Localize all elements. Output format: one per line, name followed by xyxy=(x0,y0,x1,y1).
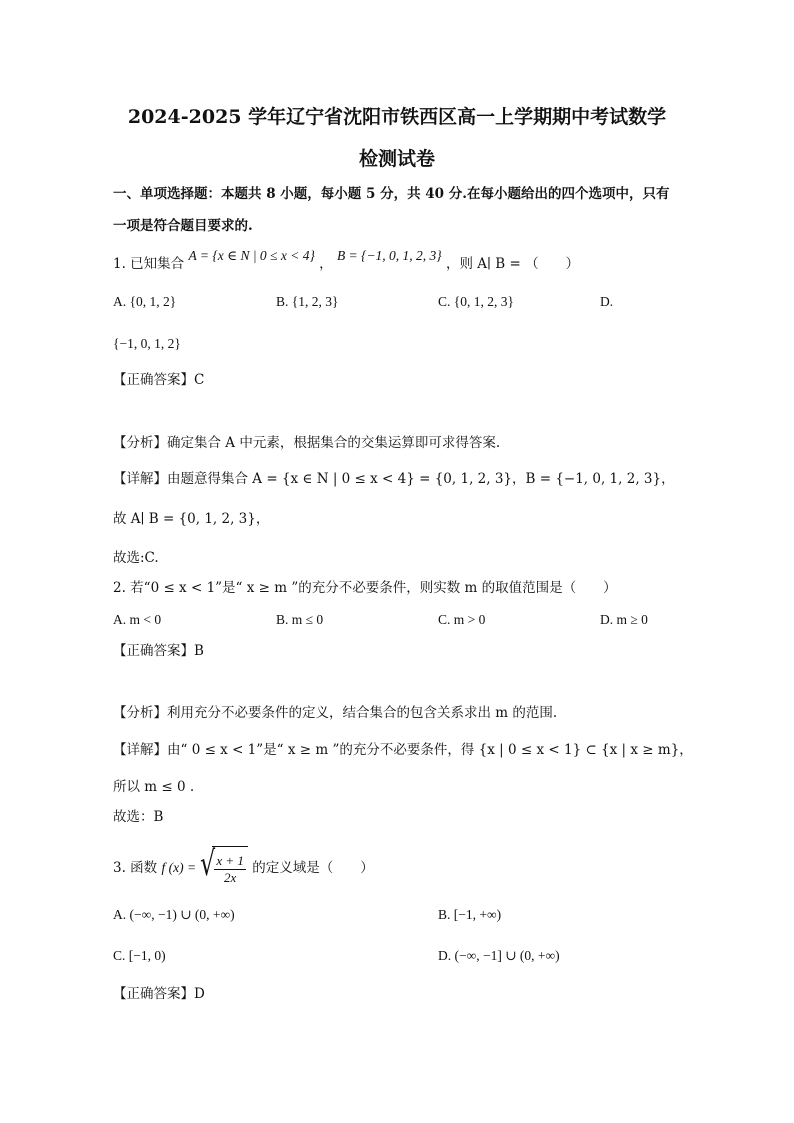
q1-stem xyxy=(113,248,580,274)
doc-title-line1: 2024-2025 学年辽宁省沈阳市铁西区高一上学期期中考试数学 xyxy=(127,106,667,128)
q2-option-a: A. m < 0 xyxy=(113,612,162,627)
q2-option-d: D. m ≥ 0 xyxy=(600,612,648,627)
q3-option-d: D. (−∞, −1] ∪ (0, +∞) xyxy=(438,948,560,963)
q2-answer: 【正确答案】B xyxy=(113,643,204,659)
q3-function-name: f (x) = xyxy=(161,860,197,875)
q2-option-b: B. m ≤ 0 xyxy=(276,612,324,627)
q2-detail-2: 所以 m ≤ 0 . xyxy=(113,779,195,795)
q2-stem: 2. 若“0 ≤ x < 1”是“ x ≥ m ”的充分不必要条件，则实数 m 的取值范围是（ ） xyxy=(113,580,617,596)
q1-choice: 故选:C. xyxy=(113,550,159,566)
q1-detail: 【详解】由题意得集合 A = {x ∈ N | 0 ≤ x < 4} = {0, 1, 2, 3}，B = {−1, 0, 1, 2, 3}， xyxy=(113,471,675,487)
q2-analysis: 【分析】利用充分不必要条件的定义，结合集合的包含关系求出 m 的范围. xyxy=(113,705,558,721)
q3-radicand xyxy=(212,846,248,891)
q1-option-c: C. {0, 1, 2, 3} xyxy=(438,294,514,309)
q1-analysis: 【分析】确定集合 A 中元素，根据集合的交集运算即可求得答案. xyxy=(113,435,501,451)
q1-option-a: A. {0, 1, 2} xyxy=(113,294,177,309)
q1-option-d-label: D. xyxy=(600,294,614,309)
q3-option-c: C. [−1, 0) xyxy=(113,948,166,963)
q1-sep: ， xyxy=(319,256,333,272)
q1-option-b: B. {1, 2, 3} xyxy=(276,294,339,309)
q2-choice: 故选：B xyxy=(113,809,164,825)
q1-set-a: A = {x ∈ N | 0 ≤ x < 4} xyxy=(188,248,315,263)
q1-stem-prefix: 1. 已知集合 xyxy=(113,256,185,272)
q3-denominator: 2x xyxy=(223,870,237,885)
q1-answer: 【正确答案】C xyxy=(113,372,205,388)
q3-numerator: x + 1 xyxy=(216,853,244,868)
q3-sqrt xyxy=(200,846,248,891)
section-heading-line2: 一项是符合题目要求的. xyxy=(113,218,253,234)
radical-sign-icon: √ xyxy=(200,844,216,884)
q2-option-c: C. m > 0 xyxy=(438,612,486,627)
q3-stem-suffix: 的定义域是（ ） xyxy=(252,860,374,876)
q1-set-b: B = {−1, 0, 1, 2, 3} xyxy=(336,248,442,263)
q3-stem xyxy=(113,846,374,891)
q2-detail: 【详解】由“ 0 ≤ x < 1”是“ x ≥ m ”的充分不必要条件，得 {x | 0 ≤ x < 1} ⊂ {x | x ≥ m}， xyxy=(113,742,693,758)
q1-detail-2: 故 A∣ B = {0, 1, 2, 3}， xyxy=(113,511,270,527)
q3-answer: 【正确答案】D xyxy=(113,986,205,1002)
q3-option-b: B. [−1, +∞) xyxy=(438,907,502,922)
q1-stem-suffix: ，则 A∣ B = （ ） xyxy=(446,256,580,272)
q3-option-a: A. (−∞, −1) ∪ (0, +∞) xyxy=(113,907,235,922)
section-heading-line1: 一、单项选择题：本题共 8 小题，每小题 5 分，共 40 分.在每小题给出的四个选项中，只有 xyxy=(113,186,670,202)
q3-stem-prefix: 3. 函数 xyxy=(113,860,158,876)
q3-fraction xyxy=(214,853,246,886)
doc-title-line2: 检测试卷 xyxy=(358,148,435,170)
q1-option-d-value: {−1, 0, 1, 2} xyxy=(113,336,181,351)
